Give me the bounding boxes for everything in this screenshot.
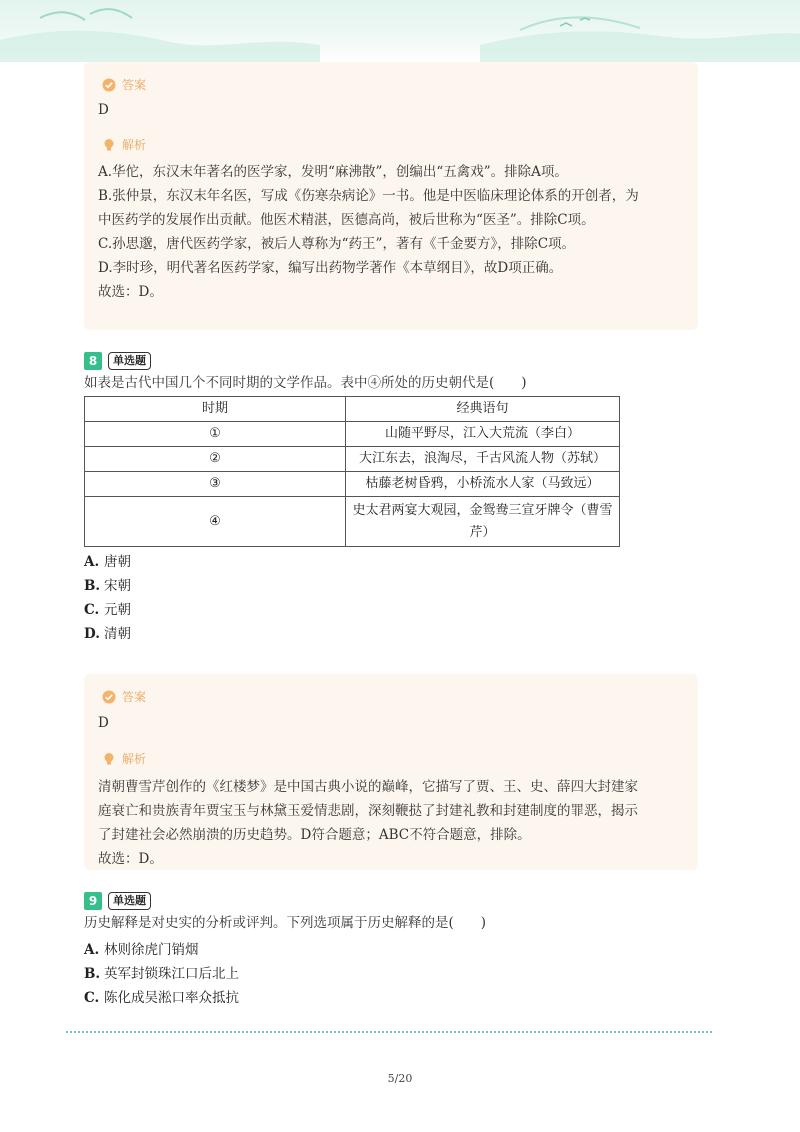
- analysis-line: A.华佗，东汉末年著名的医学家，发明“麻沸散”，创编出“五禽戏”。排除A项。: [98, 164, 568, 180]
- option-letter: B.: [84, 578, 101, 594]
- analysis-line: D.李时珍，明代著名医药学家，编写出药物学著作《本草纲目》，故D项正确。: [98, 260, 563, 276]
- answer-label-row: [102, 76, 146, 93]
- dotted-divider: [66, 1031, 712, 1033]
- answer-label: 答案: [122, 78, 147, 92]
- option-text: 清朝: [104, 626, 131, 642]
- check-circle-icon: [102, 78, 116, 92]
- analysis-label: 解析: [122, 138, 147, 152]
- option-c[interactable]: [84, 988, 239, 1008]
- table-cell: ①: [85, 422, 346, 447]
- table-cell: 大江东去，浪淘尽，千古风流人物（苏轼）: [346, 447, 620, 472]
- question-number: 8: [84, 352, 102, 370]
- question-9-header: [84, 892, 151, 910]
- analysis-label-row: [102, 136, 146, 153]
- option-letter: D.: [84, 626, 100, 642]
- analysis-line: 故选：D。: [98, 284, 163, 300]
- question-8-header: [84, 352, 151, 370]
- table-cell: ②: [85, 447, 346, 472]
- table-cell: 史太君两宴大观园，金鸳鸯三宣牙牌令（曹雪芹）: [346, 497, 620, 547]
- table-row: [85, 447, 620, 472]
- analysis-line: 中医药学的发展作出贡献。他医术精湛，医德高尚，被后世称为“医圣”。排除C项。: [98, 212, 595, 228]
- analysis-line: 故选：D。: [98, 851, 163, 867]
- lightbulb-icon: [102, 138, 116, 152]
- table-cell: ③: [85, 472, 346, 497]
- table-row: [85, 497, 620, 547]
- option-a[interactable]: [84, 552, 131, 572]
- question-stem: 如表是古代中国几个不同时期的文学作品。表中④所处的历史朝代是( ): [84, 375, 527, 391]
- question-number: 9: [84, 892, 102, 910]
- answer-box-7: [84, 62, 698, 330]
- question-type-badge: 单选题: [108, 892, 151, 910]
- table-row: [85, 472, 620, 497]
- option-d[interactable]: [84, 624, 131, 644]
- option-letter: A.: [84, 554, 100, 570]
- question-8-table: [84, 396, 620, 547]
- table-header-cell: 经典语句: [346, 397, 620, 422]
- lightbulb-icon: [102, 752, 116, 766]
- analysis-line: 清朝曹雪芹创作的《红楼梦》是中国古典小说的巅峰，它描写了贾、王、史、薛四大封建家: [98, 779, 638, 795]
- answer-label: 答案: [122, 690, 147, 704]
- option-a[interactable]: [84, 940, 199, 960]
- table-cell: ④: [85, 497, 346, 547]
- question-type-badge: 单选题: [108, 352, 151, 370]
- analysis-label-row: [102, 750, 146, 767]
- page-number: 5/20: [387, 1072, 413, 1085]
- option-b[interactable]: [84, 964, 239, 984]
- landscape-decoration: [0, 0, 800, 62]
- answer-label-row: [102, 688, 146, 705]
- header-decoration: [0, 0, 800, 62]
- answer-value: D: [98, 715, 109, 731]
- option-letter: B.: [84, 966, 101, 982]
- analysis-line: 庭衰亡和贵族青年贾宝玉与林黛玉爱情悲剧，深刻鞭挞了封建礼教和封建制度的罪恶，揭示: [98, 803, 638, 819]
- option-c[interactable]: [84, 600, 131, 620]
- option-text: 陈化成吴淞口率众抵抗: [104, 990, 239, 1006]
- option-text: 林则徐虎门销烟: [104, 942, 199, 958]
- option-letter: C.: [84, 990, 100, 1006]
- analysis-line: B.张仲景，东汉末年名医，写成《伤寒杂病论》一书。他是中医临床理论体系的开创者，为: [98, 188, 639, 204]
- table-header-cell: 时期: [85, 397, 346, 422]
- table-cell: 枯藤老树昏鸦，小桥流水人家（马致远）: [346, 472, 620, 497]
- analysis-label: 解析: [122, 752, 147, 766]
- option-text: 英军封锁珠江口后北上: [104, 966, 239, 982]
- analysis-line: C.孙思邈，唐代医药学家，被后人尊称为“药王”，著有《千金要方》，排除C项。: [98, 236, 576, 252]
- table-row: [85, 422, 620, 447]
- option-letter: A.: [84, 942, 100, 958]
- table-cell: 山随平野尽，江入大荒流（李白）: [346, 422, 620, 447]
- check-circle-icon: [102, 690, 116, 704]
- question-stem: 历史解释是对史实的分析或评判。下列选项属于历史解释的是( ): [84, 915, 487, 931]
- analysis-line: 了封建社会必然崩溃的历史趋势。D符合题意；ABC不符合题意，排除。: [98, 827, 531, 843]
- table-header-row: [85, 397, 620, 422]
- answer-value: D: [98, 102, 109, 118]
- answer-box-8: [84, 674, 698, 870]
- option-letter: C.: [84, 602, 100, 618]
- option-text: 元朝: [104, 602, 131, 618]
- option-text: 唐朝: [104, 554, 131, 570]
- option-b[interactable]: [84, 576, 131, 596]
- option-text: 宋朝: [104, 578, 131, 594]
